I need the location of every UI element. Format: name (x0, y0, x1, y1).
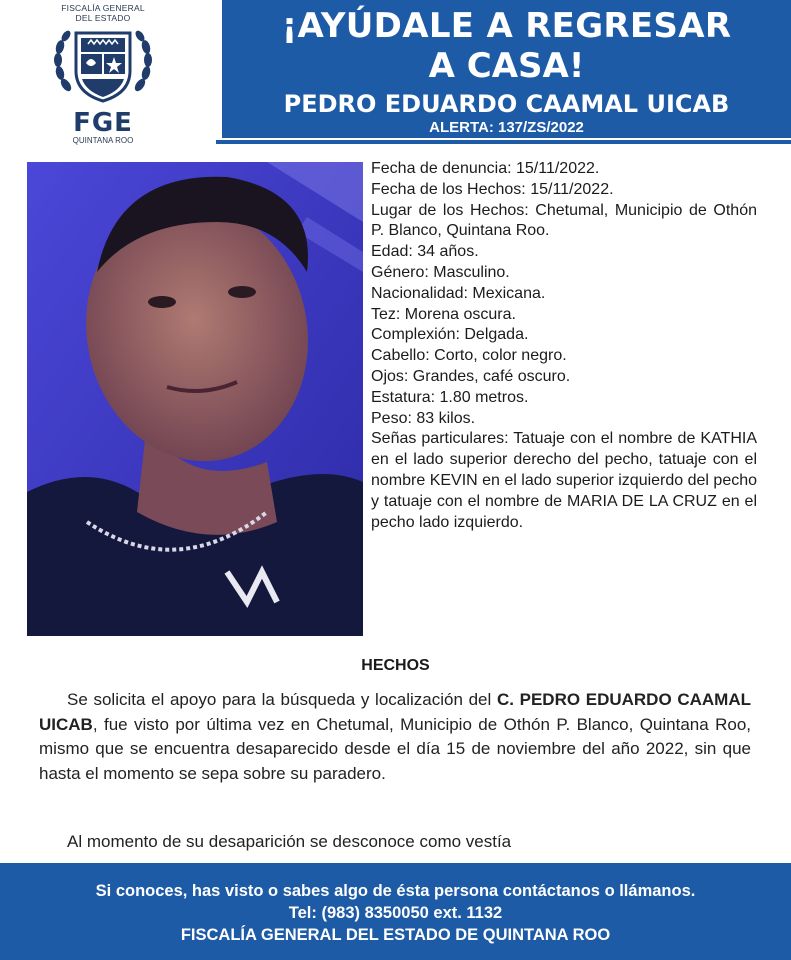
footer-call-to-action: Si conoces, has visto o sabes algo de ésta persona contáctanos o llámanos. (95, 882, 696, 900)
detail-complexion: Complexión: Delgada. (371, 326, 529, 344)
detail-ojos: Ojos: Grandes, café oscuro. (371, 367, 571, 385)
hechos-title: HECHOS (361, 657, 430, 674)
person-details (371, 159, 757, 533)
clothing-note: Al momento de su desaparición se desconoce como vestía (67, 832, 512, 851)
narrative-text-end: , fue visto por última vez en Chetumal, Municipio de Othón P. Blanco, Quintana Roo, mismo que se encuentra desaparecido desde el día 15 de noviembre del año 2022, sin que hasta el momento se sepa sobre su paradero. (39, 714, 751, 783)
person-name: PEDRO EDUARDO CAAMAL UICAB (283, 90, 730, 118)
agency-line1: FISCALÍA GENERAL (61, 3, 145, 13)
detail-cabello: Cabello: Corto, color negro. (371, 347, 567, 365)
detail-lugar: Lugar de los Hechos: Chetumal, Municipio de Othón P. Blanco, Quintana Roo. (371, 201, 757, 240)
headline-line2: A CASA! (428, 46, 585, 86)
alert-code: ALERTA: 137/ZS/2022 (429, 119, 584, 136)
header-divider (216, 140, 791, 144)
narrative-person-name: C. PEDRO EDUARDO CAAMAL UICAB (39, 690, 751, 734)
header-banner (222, 0, 791, 138)
contact-footer (0, 863, 791, 960)
footer-phone: Tel: (983) 8350050 ext. 1132 (288, 904, 503, 922)
detail-edad: Edad: 34 años. (371, 243, 479, 261)
detail-senas: Señas particulares: Tatuaje con el nombre de KATHIA en el lado superior derecho del pecho, tatuaje con el nombre KEVIN en el lado superior izquierdo del pecho y tatuaje con el nombre de MARIA DE LA CRUZ en el pecho lado izquierdo. (371, 430, 758, 531)
detail-fecha-denuncia: Fecha de denuncia: 15/11/2022. (371, 160, 600, 177)
missing-person-photo (27, 162, 363, 636)
detail-tez: Tez: Morena oscura. (371, 305, 516, 323)
narrative-text-start: Se solicita el apoyo para la búsqueda y localización del (67, 690, 497, 709)
fge-logo (38, 0, 168, 150)
agency-line2: DEL ESTADO (75, 13, 131, 23)
logo-acronym: FGE (73, 108, 133, 138)
detail-genero: Género: Masculino. (371, 263, 510, 281)
footer-agency: FISCALÍA GENERAL DEL ESTADO DE QUINTANA ROO (180, 926, 611, 944)
state-seal-laurel-icon (48, 23, 158, 107)
hechos-narrative (39, 688, 751, 786)
logo-state: QUINTANA ROO (72, 136, 134, 145)
detail-nacionalidad: Nacionalidad: Mexicana. (371, 284, 546, 302)
detail-peso: Peso: 83 kilos. (371, 409, 476, 427)
detail-fecha-hechos: Fecha de los Hechos: 15/11/2022. (371, 180, 614, 198)
detail-estatura: Estatura: 1.80 metros. (371, 388, 529, 406)
headline-line1: ¡AYÚDALE A REGRESAR (281, 6, 732, 46)
